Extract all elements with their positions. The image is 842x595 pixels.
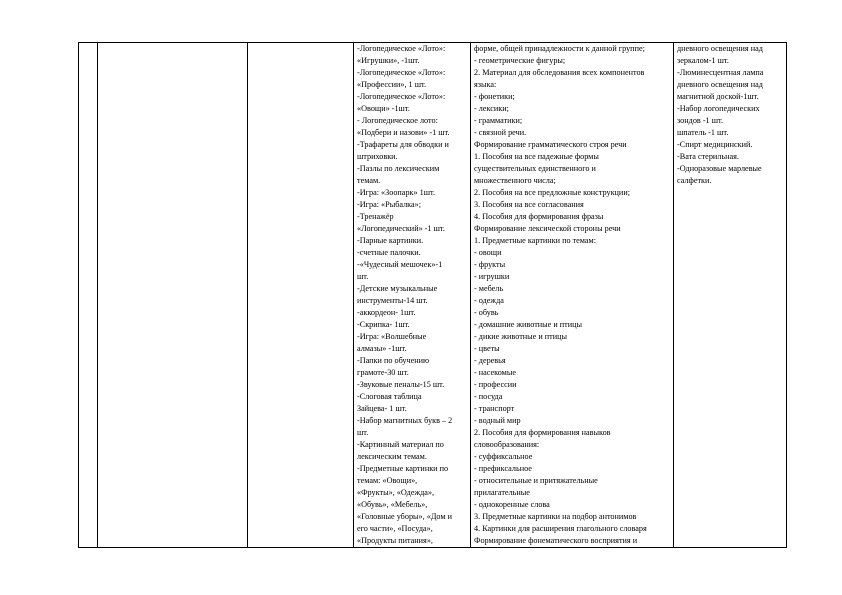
text-line: - водный мир (474, 416, 521, 425)
text-line: - овощи (474, 248, 502, 257)
text-line: 1. Пособия на все падежные формы (474, 152, 599, 161)
text-line: - игрушки (474, 272, 510, 281)
text-line: 1. Предметные картинки по темам: (474, 236, 597, 245)
text-line: Формирование фонематического восприятия и (474, 536, 638, 545)
text-line: темам. (357, 176, 381, 185)
text-line: -Люминесцентная лампа (677, 68, 764, 77)
text-line: -счетные палочки. (357, 248, 421, 257)
text-line: -Звуковые пеналы-15 шт. (357, 380, 445, 389)
text-line: словообразования: (474, 440, 540, 449)
number-cell (79, 43, 98, 548)
text-line: 2. Пособия на все предложные конструкции; (474, 188, 630, 197)
text-line: -Набор логопедических (677, 104, 760, 113)
text-line: -Вата стерильная. (677, 152, 739, 161)
room-cell (98, 43, 248, 548)
text-line: -Папки по обучению (357, 356, 430, 365)
text-line: форме, общей принадлежности к данной группе; (474, 44, 645, 53)
text-line: шт. (357, 272, 369, 281)
purpose-cell (248, 43, 354, 548)
equipment-list (354, 43, 470, 547)
text-line: 3. Пособия на все согласования (474, 200, 584, 209)
text-line: - деревья (474, 356, 506, 365)
text-line: - профессии (474, 380, 517, 389)
text-line: - фонетики; (474, 92, 515, 101)
text-line: - насекомые (474, 368, 516, 377)
text-line: «Подбери и назови» -1 шт. (357, 128, 450, 137)
text-line: Зайцева- 1 шт. (357, 404, 407, 413)
text-line: - обувь (474, 308, 499, 317)
text-line: «Профессии», 1 шт. (357, 80, 427, 89)
text-line: - связной речи. (474, 128, 527, 137)
text-line: - геометрические фигуры; (474, 56, 566, 65)
text-line: магнитной доской-1шт. (677, 92, 759, 101)
equipment-cell (354, 43, 471, 548)
text-line: - фрукты (474, 260, 506, 269)
text-line: -Трафареты для обводки и (357, 140, 449, 149)
text-line: грамоте-30 шт. (357, 368, 409, 377)
text-line: дневного освещения над (677, 80, 763, 89)
text-line: - одежда (474, 296, 504, 305)
text-line: -Игра: «Рыбалка»; (357, 200, 422, 209)
text-line: -Скрипка- 1шт. (357, 320, 410, 329)
text-line: - цветы (474, 344, 500, 353)
text-line: «Продукты питания», (357, 536, 433, 545)
text-line: алмазы» -1шт. (357, 344, 407, 353)
text-line: - суффиксальное (474, 452, 533, 461)
text-line: -Игра: «Зоопарк» 1шт. (357, 188, 436, 197)
medical-list (674, 43, 786, 187)
materials-cell (471, 43, 674, 548)
text-line: 4. Картинки для расширения глагольного словаря (474, 524, 647, 533)
text-line: Формирование грамматического строя речи (474, 140, 627, 149)
text-line: шт. (357, 428, 369, 437)
text-line: -Одноразовые марлевые (677, 164, 762, 173)
text-line: - транспорт (474, 404, 515, 413)
text-line: «Игрушки», -1шт. (357, 56, 420, 65)
text-line: -«Чудесный мешочек»-1 (357, 260, 443, 269)
text-line: его части», «Посуда», (357, 524, 433, 533)
text-line: 3. Предметные картинки на подбор антонимов (474, 512, 637, 521)
resource-table (78, 42, 787, 548)
text-line: языка: (474, 80, 497, 89)
text-line: -Слоговая таблица (357, 392, 422, 401)
text-line: 4. Пособия для формирования фразы (474, 212, 604, 221)
text-line: - дикие животные и птицы (474, 332, 567, 341)
text-line: салфетки. (677, 176, 712, 185)
text-line: зондов -1 шт. (677, 116, 724, 125)
text-line: -Предметные картинки по (357, 464, 449, 473)
text-line: - домашние животные и птицы (474, 320, 583, 329)
text-line: -аккордеон- 1шт. (357, 308, 416, 317)
table-row (79, 43, 787, 548)
text-line: лексическим темам. (357, 452, 427, 461)
text-line: «Овощи» -1шт. (357, 104, 410, 113)
text-line: - грамматики; (474, 116, 523, 125)
text-line: -Игра: «Волшебные (357, 332, 427, 341)
text-line: -Логопедическое «Лото»: (357, 44, 446, 53)
text-line: зеркалом-1 шт. (677, 56, 729, 65)
text-line: - посуда (474, 392, 503, 401)
text-line: -Тренажёр (357, 212, 394, 221)
text-line: «Головные уборы», «Дом и (357, 512, 452, 521)
text-line: -Спирт медицинский. (677, 140, 753, 149)
text-line: «Обувь», «Мебель», (357, 500, 428, 509)
text-line: существительных единственного и (474, 164, 596, 173)
text-line: - относительные и притяжательные (474, 476, 598, 485)
text-line: -Логопедическое «Лото»: (357, 92, 446, 101)
text-line: -Пазлы по лексическим (357, 164, 440, 173)
text-line: Формирование лексической стороны речи (474, 224, 621, 233)
text-line: «Логопедический» -1 шт. (357, 224, 445, 233)
text-line: - Логопедическое лото: (357, 116, 438, 125)
text-line: -Набор магнитных букв – 2 (357, 416, 453, 425)
medical-cell (674, 43, 787, 548)
text-line: -Парные картинки. (357, 236, 424, 245)
text-line: дневного освещения над (677, 44, 763, 53)
text-line: 2. Пособия для формирования навыков (474, 428, 611, 437)
text-line: -Логопедическое «Лото»: (357, 68, 446, 77)
materials-list (471, 43, 673, 547)
text-line: инструменты-14 шт. (357, 296, 428, 305)
text-line: -Картинный материал по (357, 440, 444, 449)
text-line: шпатель -1 шт. (677, 128, 729, 137)
text-line: - лексики; (474, 104, 509, 113)
text-line: - префиксальное (474, 464, 532, 473)
text-line: прилагательные (474, 488, 530, 497)
text-line: «Фрукты», «Одежда», (357, 488, 435, 497)
text-line: множественного числа; (474, 176, 556, 185)
text-line: - мебель (474, 284, 504, 293)
text-line: -Детские музыкальные (357, 284, 438, 293)
text-line: штриховки. (357, 152, 398, 161)
text-line: 2. Материал для обследования всех компонентов (474, 68, 645, 77)
text-line: темам: «Овощи», (357, 476, 418, 485)
text-line: - однокоренные слова (474, 500, 550, 509)
